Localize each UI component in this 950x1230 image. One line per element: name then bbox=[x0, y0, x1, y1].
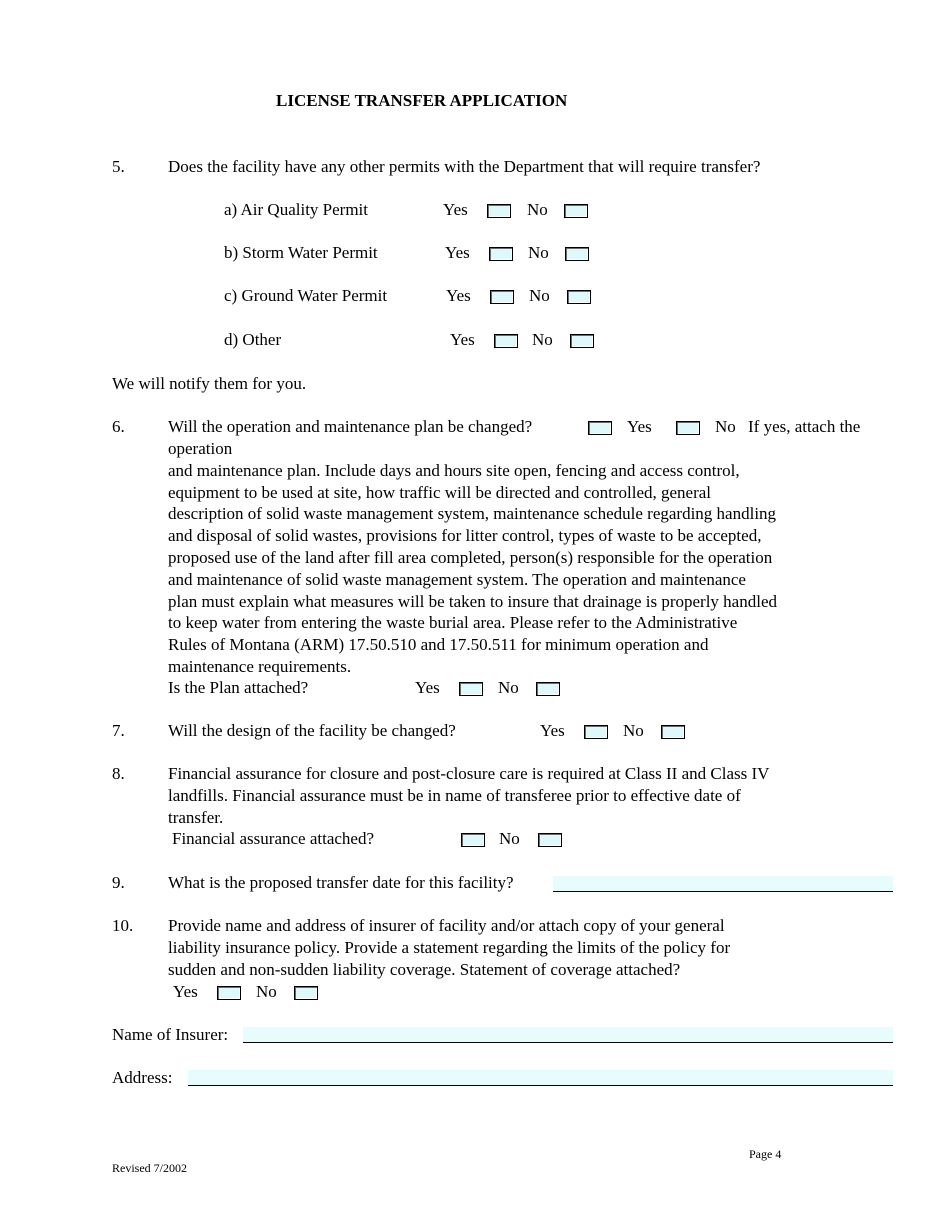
q9-number: 9. bbox=[112, 873, 125, 892]
q6-yes-label: Yes bbox=[627, 417, 652, 436]
q6-number: 6. bbox=[112, 417, 125, 436]
q6-attached-no-label: No bbox=[498, 678, 519, 697]
q6-body-line: and maintenance plan. Include days and hours site open, fencing and access control, bbox=[168, 460, 740, 480]
q7-text: Will the design of the facility be changed? bbox=[168, 721, 456, 740]
q5-ground-water-yes-checkbox[interactable] bbox=[490, 290, 514, 304]
revision-date: Revised 7/2002 bbox=[112, 1161, 187, 1175]
q5-other-yes-label: Yes bbox=[450, 330, 475, 349]
q5-storm-water-yes-checkbox[interactable] bbox=[489, 247, 513, 261]
q6-body-line: plan must explain what measures will be taken to insure that drainage is properly handled bbox=[168, 591, 777, 611]
q5-other-no-label: No bbox=[532, 330, 553, 349]
q8-body-line: transfer. bbox=[168, 808, 224, 827]
q8-body-line: landfills. Financial assurance must be in name of transferee prior to effective date of bbox=[168, 786, 741, 805]
q8-number: 8. bbox=[112, 764, 125, 783]
q6-body-line: description of solid waste management system, maintenance schedule regarding handling bbox=[168, 504, 777, 524]
q5-ground-water-yes-label: Yes bbox=[446, 286, 471, 305]
q6-question-wrap: operation bbox=[168, 439, 233, 458]
q10-no-label: No bbox=[256, 982, 277, 1001]
q5-air-quality-no-label: No bbox=[527, 200, 548, 219]
q6-attached-yes-label: Yes bbox=[415, 678, 440, 697]
q8-body-line: Financial assurance for closure and post-closure care is required at Class II and Class IV bbox=[168, 764, 770, 783]
q5-storm-water-no-label: No bbox=[528, 243, 549, 262]
q5-other-label: d) Other bbox=[224, 330, 282, 349]
q8-no-label: No bbox=[499, 829, 520, 848]
q6-question-tail: If yes, attach the bbox=[748, 417, 861, 436]
q8-attached-label: Financial assurance attached? bbox=[172, 829, 375, 848]
q5-storm-water-label: b) Storm Water Permit bbox=[224, 243, 378, 262]
q6-body-line: and maintenance of solid waste management system. The operation and maintenance bbox=[168, 569, 746, 589]
q5-note: We will notify them for you. bbox=[112, 374, 307, 393]
q6-body-line: and disposal of solid wastes, provisions for litter control, types of waste to be accepted, bbox=[168, 526, 762, 546]
q6-no-checkbox[interactable] bbox=[676, 421, 700, 435]
q6-attached-no-checkbox[interactable] bbox=[536, 682, 560, 696]
q6-body-line: to keep water from entering the waste burial area. Please refer to the Administrative bbox=[168, 613, 738, 633]
q6-body-line: Rules of Montana (ARM) 17.50.510 and 17.50.511 for minimum operation and bbox=[168, 635, 709, 655]
q5-storm-water-no-checkbox[interactable] bbox=[565, 247, 589, 261]
q10-yes-label: Yes bbox=[173, 982, 198, 1001]
q10-number: 10. bbox=[112, 916, 134, 935]
q9-text: What is the proposed transfer date for this facility? bbox=[168, 873, 514, 892]
q6-no-label: No bbox=[715, 417, 736, 436]
page-number: Page 4 bbox=[749, 1147, 782, 1161]
q5-text: Does the facility have any other permits with the Department that will require transfer? bbox=[168, 157, 761, 176]
q5-ground-water-label: c) Ground Water Permit bbox=[224, 286, 388, 305]
q6-question: Will the operation and maintenance plan be changed? bbox=[168, 417, 533, 436]
q8-no-checkbox[interactable] bbox=[538, 833, 562, 847]
insurer-label: Name of Insurer: bbox=[112, 1025, 229, 1044]
q6-yes-checkbox[interactable] bbox=[588, 421, 612, 435]
page-title: LICENSE TRANSFER APPLICATION bbox=[276, 91, 568, 110]
q7-yes-checkbox[interactable] bbox=[584, 725, 608, 739]
address-label: Address: bbox=[112, 1068, 173, 1087]
q5-air-quality-yes-checkbox[interactable] bbox=[487, 204, 511, 218]
q8-yes-checkbox[interactable] bbox=[461, 833, 485, 847]
q10-body-line: sudden and non-sudden liability coverage. Statement of coverage attached? bbox=[168, 960, 681, 979]
q5-air-quality-yes-label: Yes bbox=[443, 200, 468, 219]
q7-no-label: No bbox=[623, 721, 644, 740]
q5-air-quality-no-checkbox[interactable] bbox=[564, 204, 588, 218]
q6-attached-yes-checkbox[interactable] bbox=[459, 682, 483, 696]
q5-other-yes-checkbox[interactable] bbox=[494, 334, 518, 348]
q7-no-checkbox[interactable] bbox=[661, 725, 685, 739]
q5-other-no-checkbox[interactable] bbox=[570, 334, 594, 348]
q6-body-line: proposed use of the land after fill area completed, person(s) responsible for the operation bbox=[168, 548, 773, 567]
q10-no-checkbox[interactable] bbox=[294, 986, 318, 1000]
insurer-name-field[interactable] bbox=[243, 1027, 893, 1043]
q5-ground-water-no-label: No bbox=[529, 286, 550, 305]
q5-air-quality-label: a) Air Quality Permit bbox=[224, 200, 369, 219]
q6-body-line: equipment to be used at site, how traffic will be directed and controlled, general bbox=[168, 482, 712, 502]
q5-storm-water-yes-label: Yes bbox=[445, 243, 470, 262]
q7-yes-label: Yes bbox=[540, 721, 565, 740]
q7-number: 7. bbox=[112, 721, 125, 740]
q5-ground-water-no-checkbox[interactable] bbox=[567, 290, 591, 304]
q10-body-line: Provide name and address of insurer of facility and/or attach copy of your general bbox=[168, 916, 725, 935]
q10-body-line: liability insurance policy. Provide a statement regarding the limits of the policy for bbox=[168, 938, 731, 957]
q6-attached-label: Is the Plan attached? bbox=[168, 678, 309, 697]
q10-yes-checkbox[interactable] bbox=[217, 986, 241, 1000]
q6-body-line: maintenance requirements. bbox=[168, 657, 352, 676]
transfer-date-field[interactable] bbox=[553, 876, 893, 892]
q5-number: 5. bbox=[112, 157, 125, 176]
address-field[interactable] bbox=[188, 1070, 893, 1086]
